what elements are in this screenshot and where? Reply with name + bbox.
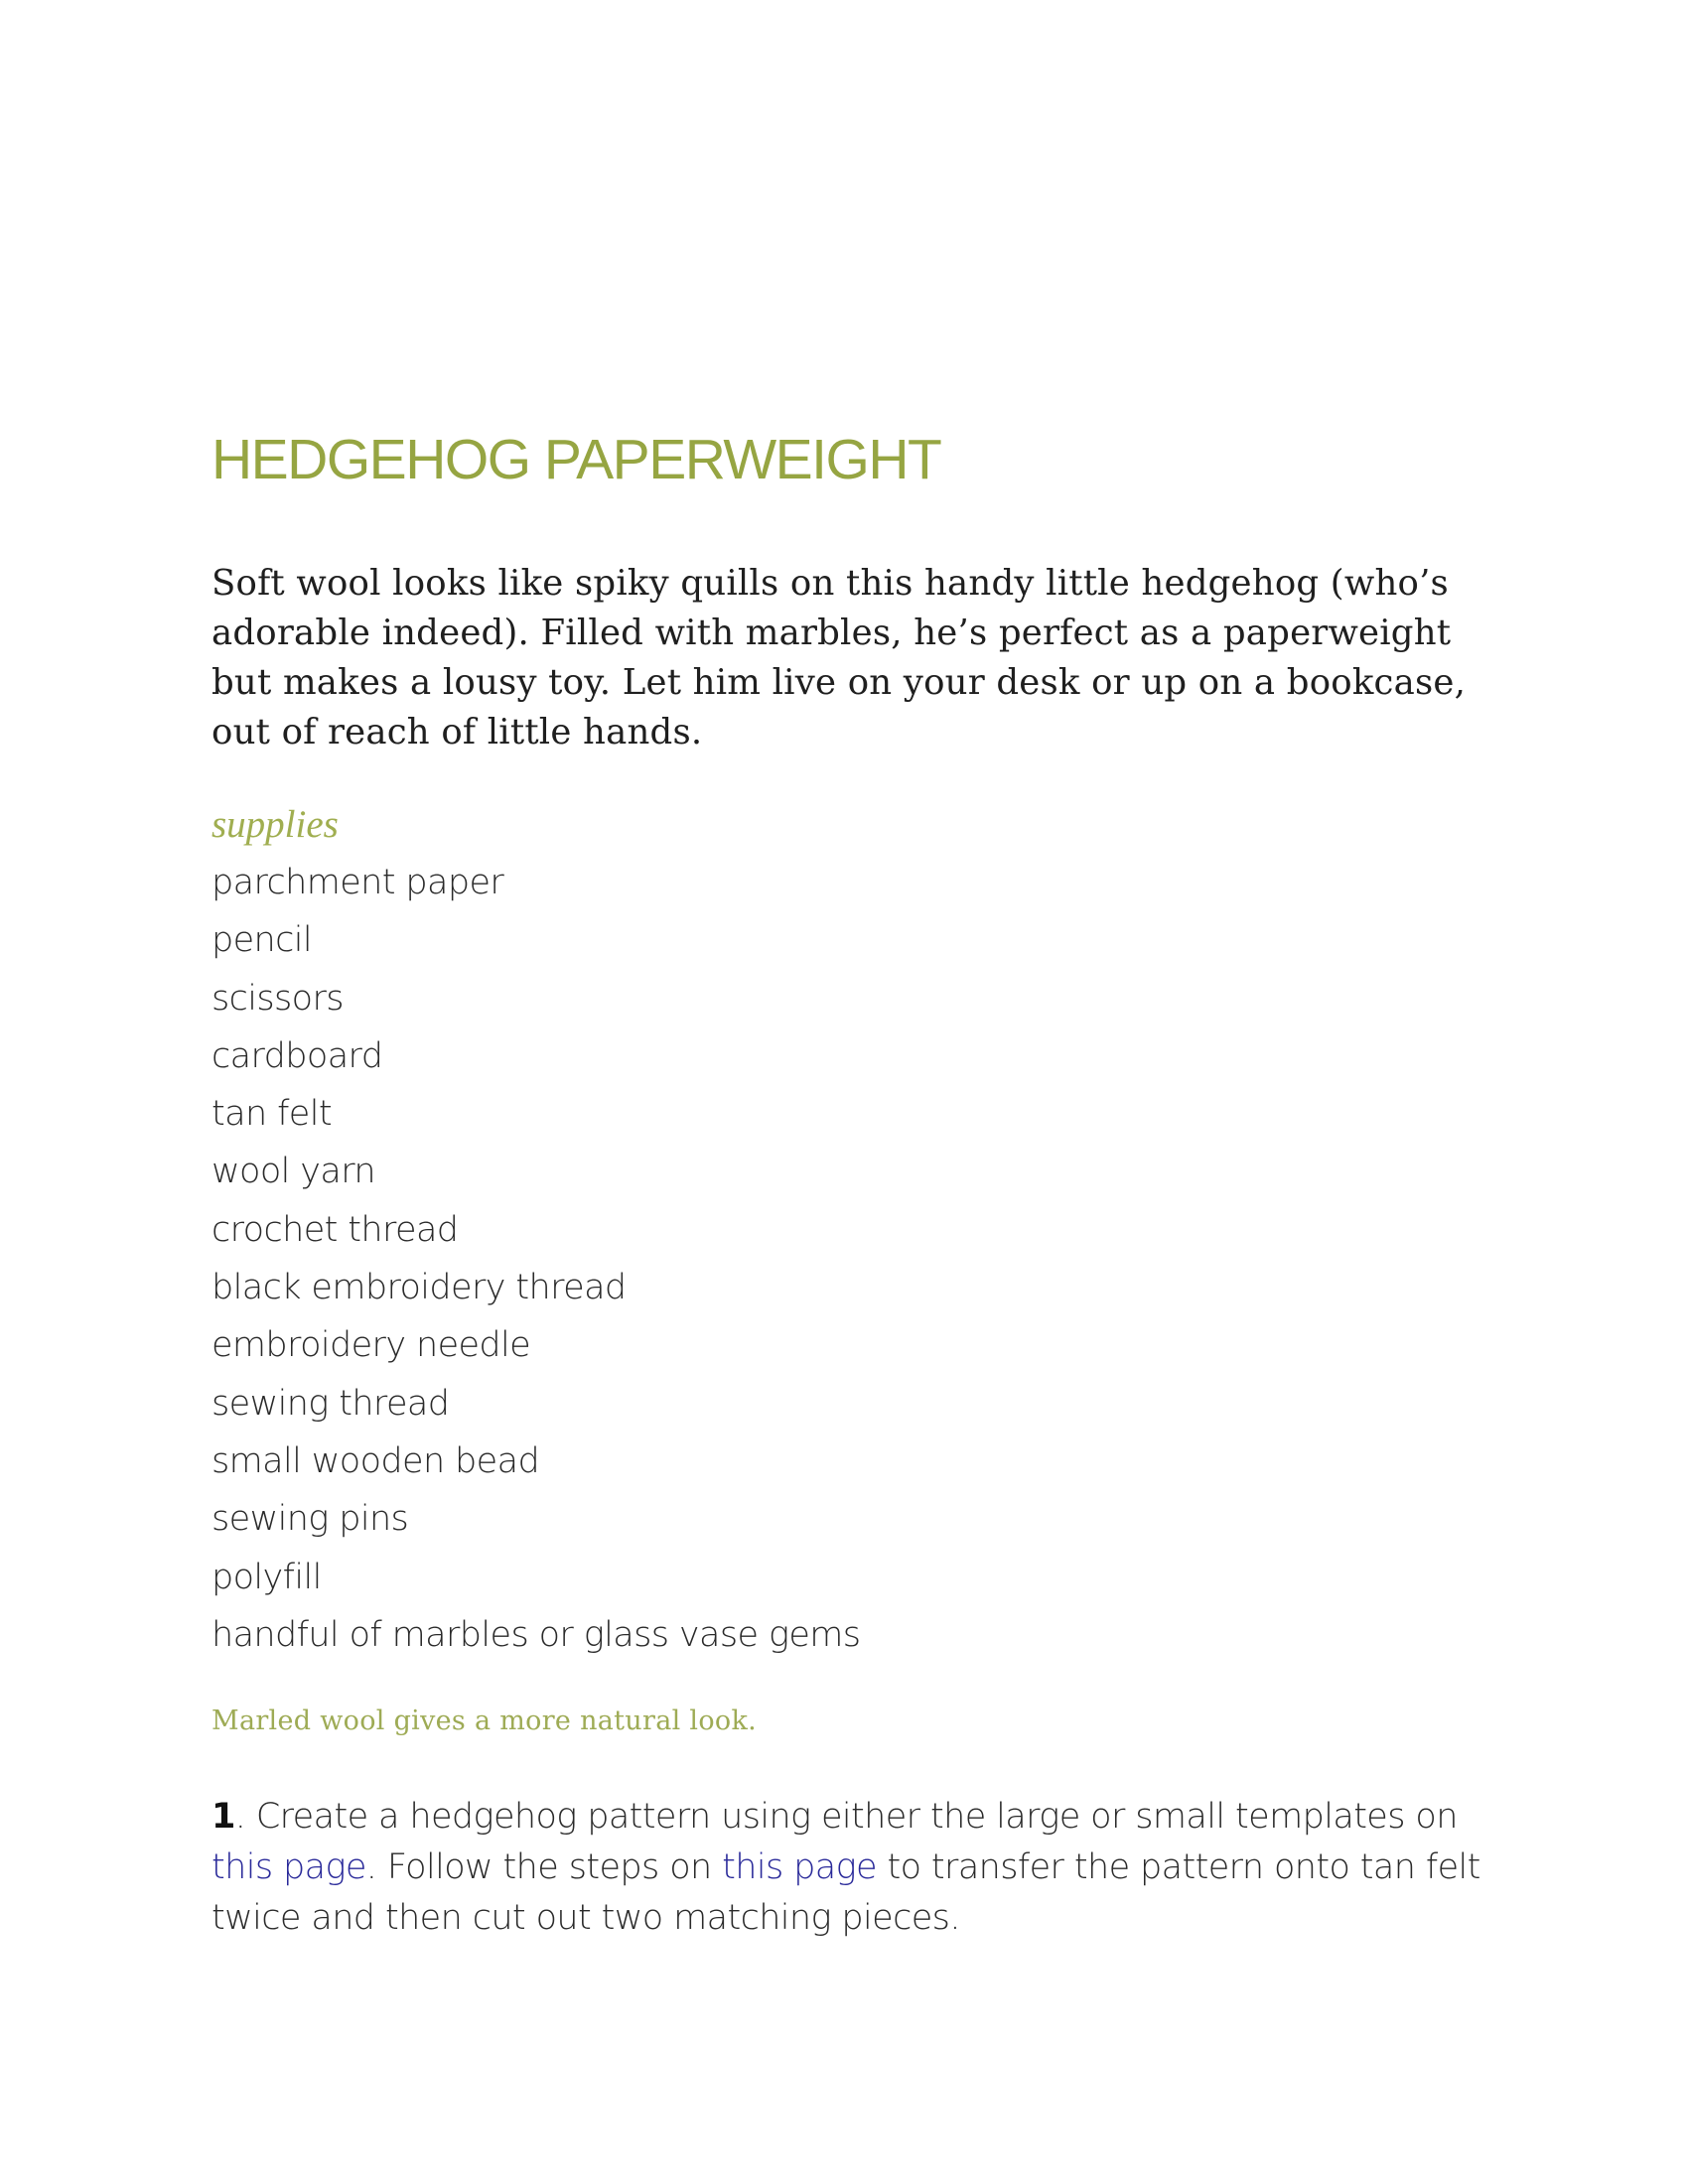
- step-number: 1: [211, 1797, 235, 1837]
- page: [211, 0, 1492, 2184]
- caption: Marled wool gives a more natural look.: [211, 1706, 758, 1736]
- supply-item: polyfill: [211, 1557, 322, 1597]
- step-text: . Create a hedgehog pattern using either the large or small templates on: [234, 1797, 1458, 1837]
- transfer-steps-page-link[interactable]: this page: [722, 1847, 877, 1887]
- supply-item: black embroidery thread: [211, 1268, 627, 1308]
- supply-item: scissors: [211, 978, 344, 1019]
- step-text: . Follow the steps on: [365, 1847, 723, 1887]
- supplies-list: [211, 854, 860, 1664]
- supply-item: parchment paper: [211, 863, 504, 902]
- supply-item: tan felt: [211, 1094, 332, 1135]
- supply-item: crochet thread: [211, 1209, 459, 1250]
- supply-item: pencil: [211, 920, 313, 961]
- intro-paragraph: Soft wool looks like spiky quills on this handy little hedgehog (who’s adorable indeed). Filled with marbles, he’s perfect as a paperweight but makes a lousy toy. Let him live on your desk or up on a bookcase, out of reach of little hands.: [211, 563, 1467, 752]
- supply-item: cardboard: [211, 1035, 383, 1076]
- supplies-heading: supplies: [211, 803, 339, 846]
- supply-item: wool yarn: [211, 1152, 376, 1192]
- page-title: HEDGEHOG PAPERWEIGHT: [211, 428, 941, 491]
- supply-item: handful of marbles or glass vase gems: [211, 1614, 861, 1655]
- supply-item: embroidery needle: [211, 1325, 531, 1366]
- supply-item: sewing pins: [211, 1499, 409, 1540]
- supply-item: sewing thread: [211, 1383, 450, 1424]
- supply-item: small wooden bead: [211, 1440, 540, 1481]
- step-text: to transfer the pattern onto tan felt twice and then cut out two matching pieces.: [211, 1847, 1480, 1938]
- templates-page-link[interactable]: this page: [211, 1847, 366, 1887]
- step-1: [211, 1792, 1492, 1944]
